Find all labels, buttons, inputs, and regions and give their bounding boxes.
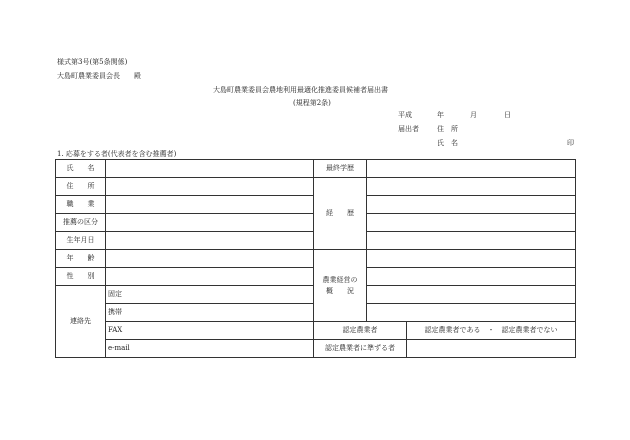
career-field[interactable] <box>367 214 576 232</box>
fax-field[interactable]: FAX <box>106 322 314 340</box>
name-label: 氏 名 <box>56 160 106 178</box>
table-row <box>56 160 576 178</box>
email-field[interactable]: e-mail <box>106 340 314 358</box>
farm-overview-field[interactable] <box>367 268 576 286</box>
gender-label: 性 別 <box>56 268 106 286</box>
career-field[interactable] <box>367 178 576 196</box>
farm-overview-field[interactable] <box>367 286 576 304</box>
final-education-field[interactable] <box>367 160 576 178</box>
recommendation-type-label: 推薦の区分 <box>56 214 106 232</box>
date-era: 平成 <box>398 111 412 119</box>
submitter-name-label: 氏 名 <box>437 139 458 147</box>
address-field[interactable] <box>106 178 314 196</box>
submitter-label: 届出者 <box>398 125 419 133</box>
age-label: 年 齢 <box>56 250 106 268</box>
document-title: 大島町農業委員会農地利用最適化推進委員候補者届出書 <box>213 86 388 94</box>
farm-overview-label-line2: 概 況 <box>326 286 354 295</box>
landline-field[interactable]: 固定 <box>106 286 314 304</box>
career-field[interactable] <box>367 232 576 250</box>
section-heading: 1. 応募をする者(代表者を含む推薦者) <box>57 150 177 158</box>
submitter-address-label: 住 所 <box>437 125 458 133</box>
birthdate-label: 生年月日 <box>56 232 106 250</box>
farm-overview-label <box>314 250 367 322</box>
age-field[interactable] <box>106 250 314 268</box>
career-field[interactable] <box>367 196 576 214</box>
contact-label: 連絡先 <box>56 286 106 358</box>
farm-overview-label-line1: 農業経営の <box>322 276 358 284</box>
mobile-field[interactable]: 携帯 <box>106 304 314 322</box>
occupation-label: 職 業 <box>56 196 106 214</box>
quasi-certified-farmer-label: 認定農業者に準ずる者 <box>314 340 407 358</box>
farm-overview-field[interactable] <box>367 304 576 322</box>
gender-field[interactable] <box>106 268 314 286</box>
farm-overview-field[interactable] <box>367 250 576 268</box>
birthdate-field[interactable] <box>106 232 314 250</box>
date-year: 年 <box>437 111 444 119</box>
form-number: 様式第3号(第5条関係) <box>57 58 128 66</box>
table-row <box>56 340 576 358</box>
career-label: 経 歴 <box>314 178 367 250</box>
address-label: 住 所 <box>56 178 106 196</box>
final-education-label: 最終学歴 <box>314 160 367 178</box>
recommendation-type-field[interactable] <box>106 214 314 232</box>
quasi-certified-farmer-field[interactable] <box>407 340 576 358</box>
document-subtitle: (規程第2条) <box>293 99 331 107</box>
application-table <box>55 159 576 358</box>
date-month: 月 <box>470 111 477 119</box>
name-field[interactable] <box>106 160 314 178</box>
seal-mark: 印 <box>567 139 574 147</box>
occupation-field[interactable] <box>106 196 314 214</box>
table-row <box>56 250 576 268</box>
table-row <box>56 322 576 340</box>
date-day: 日 <box>504 111 511 119</box>
addressee: 大島町農業委員会長 殿 <box>57 72 141 80</box>
certified-farmer-options[interactable]: 認定農業者である ・ 認定農業者でない <box>407 322 576 340</box>
table-row <box>56 178 576 196</box>
certified-farmer-label: 認定農業者 <box>314 322 407 340</box>
